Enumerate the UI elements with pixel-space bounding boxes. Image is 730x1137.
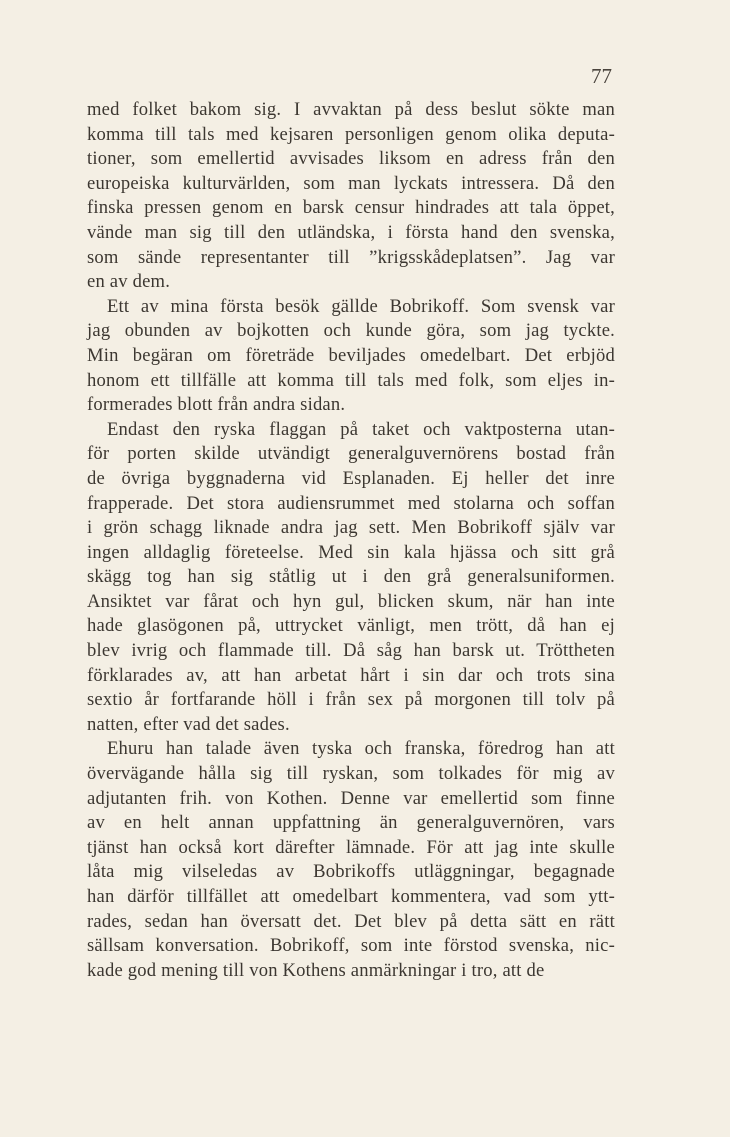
text-line: tioner, som emellertid avvisades liksom en adress från den [87,148,615,170]
text-line: ingen alldaglig företeelse. Med sin kala hjässa och sitt grå [87,541,615,563]
text-line: formerades blott från andra sidan. [87,394,346,416]
text-line: frapperade. Det stora audiensrummet med stolarna och soffan [87,492,615,514]
text-line: Min begäran om företräde beviljades omedelbart. Det erbjöd [87,344,615,366]
text-line: skägg tog han sig ståtlig ut i den grå generalsuniformen. [87,566,615,588]
text-line: Endast den ryska flaggan på taket och vaktposterna utan- [107,418,615,440]
text-line: Ett av mina första besök gällde Bobrikoff. Som svensk var [107,295,615,317]
text-line: de övriga byggnaderna vid Esplanaden. Ej heller det inre [87,467,615,489]
text-line: komma till tals med kejsaren personligen genom olika deputa- [87,123,615,145]
text-line: honom ett tillfälle att komma till tals med folk, som eljes in- [87,369,615,391]
text-line: rades, sedan han översatt det. Det blev på detta sätt en rätt [87,910,615,932]
text-line: en av dem. [87,271,171,293]
text-line: Ansiktet var fårat och hyn gul, blicken skum, när han inte [87,590,615,612]
text-line: tjänst han också kort därefter lämnade. För att jag inte skulle [87,836,615,858]
text-line: jag obunden av bojkotten och kunde göra, som jag tyckte. [87,320,615,342]
text-line: förklarades av, att han arbetat hårt i sin dar och trots sina [87,664,615,686]
text-line: hade glasögonen på, uttrycket vänligt, men trött, då han ej [87,615,615,637]
text-line: vände man sig till den utländska, i första hand den svenska, [87,221,615,243]
text-line: sextio år fortfarande höll i från sex på morgonen till tolv på [87,689,615,711]
text-line: i grön schagg liknade andra jag sett. Men Bobrikoff själv var [87,517,615,539]
text-line: Ehuru han talade även tyska och franska, föredrog han att [107,738,615,760]
text-line: kade god mening till von Kothens anmärkningar i tro, att de [87,959,545,981]
text-line: sällsam konversation. Bobrikoff, som inte förstod svenska, nic- [87,935,615,957]
body-text [87,98,615,983]
page-number: 77 [591,64,612,88]
text-line: natten, efter vad det sades. [87,713,290,735]
text-line: låta mig vilseledas av Bobrikoffs utläggningar, begagnade [87,861,615,883]
text-line: övervägande hålla sig till ryskan, som tolkades för mig av [87,763,615,785]
text-line: med folket bakom sig. I avvaktan på dess beslut sökte man [87,99,615,120]
text-line: adjutanten frih. von Kothen. Denne var emellertid som finne [87,787,615,809]
text-line: som sände representanter till ”krigsskådeplatsen”. Jag var [87,246,615,268]
text-line: av en helt annan uppfattning än generalguvernören, vars [87,812,615,834]
text-line: finska pressen genom en barsk censur hindrades att tala öppet, [87,197,615,219]
text-line: för porten skilde utvändigt generalguvernörens bostad från [87,443,615,465]
text-line: blev ivrig och flammade till. Då såg han barsk ut. Tröttheten [87,640,615,662]
text-line: europeiska kulturvärlden, som man lyckats intressera. Då den [87,172,615,194]
text-line: han därför tillfället att omedelbart kommentera, vad som ytt- [87,886,615,907]
